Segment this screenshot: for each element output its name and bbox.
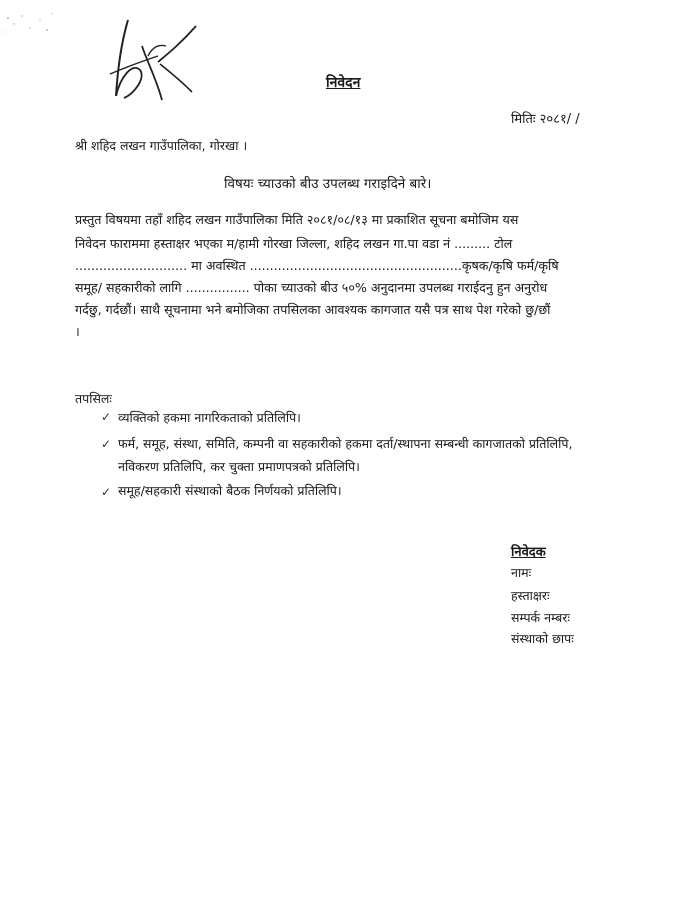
body-line: समूह/ सहकारीको लागि ................ पोका च्याउको बीउ ५०% अनुदानमा उपलब्ध गराईदनु हुन अनुरोध xyxy=(75,280,548,295)
body-line: । xyxy=(75,324,80,339)
attachments-heading: तपसिलः xyxy=(75,391,112,406)
name-field-label: नामः xyxy=(511,565,532,580)
body-line: ............................ मा अवस्थित .....................................................कृषक/कृषि फर्म/कृषि xyxy=(75,258,559,273)
body-line: निवेदन फाराममा हस्ताक्षर भएका म/हामी गोरखा जिल्ला, शहिद लखन गा.पा वडा नं ......... टोल xyxy=(75,236,513,251)
applicant-heading: निवेदक xyxy=(511,545,546,560)
contact-number-field-label: सम्पर्क नम्बरः xyxy=(511,610,570,625)
handwritten-signature xyxy=(100,12,200,112)
date-label: मितिः २०८१/ / xyxy=(511,112,580,127)
subject-line: विषयः च्याउको बीउ उपलब्ध गराइदिने बारे। xyxy=(224,176,432,192)
recipient-line: श्री शहिद लखन गाउँपालिका, गोरखा । xyxy=(75,138,248,153)
organization-stamp-field-label: संस्थाको छापः xyxy=(511,631,574,646)
check-icon: ✓ xyxy=(101,410,112,424)
attachment-item: फर्म, समूह, संस्था, समिति, कम्पनी वा सहकारीको हकमा दर्ता/स्थापना सम्बन्धी कागजातको प्रतिलिपि, xyxy=(118,436,573,451)
document-title: निवेदन xyxy=(326,75,361,91)
attachment-item: व्यक्तिको हकमा नागरिकताको प्रतिलिपि। xyxy=(118,410,301,425)
attachment-item-continued: नविकरण प्रतिलिपि, कर चुक्ता प्रमाणपत्रको प्रतिलिपि। xyxy=(118,459,360,474)
check-icon: ✓ xyxy=(101,437,112,451)
body-line: गर्दछु, गर्दछौं। साथै सूचनामा भने बमोजिका तपसिलका आवश्यक कागजात यसै पत्र साथ पेश गरेको छु/छौं xyxy=(75,302,551,317)
body-line: प्रस्तुत विषयमा तहाँ शहिद लखन गाउँपालिका मिति २०८१/०८/१३ मा प्रकाशित सूचना बमोजिम यस xyxy=(75,212,519,227)
attachment-item: समूह/सहकारी संस्थाको बैठक निर्णयको प्रतिलिपि। xyxy=(118,483,342,498)
scan-specks xyxy=(0,0,60,40)
check-icon: ✓ xyxy=(101,485,112,499)
signature-field-label: हस्ताक्षरः xyxy=(511,588,550,603)
